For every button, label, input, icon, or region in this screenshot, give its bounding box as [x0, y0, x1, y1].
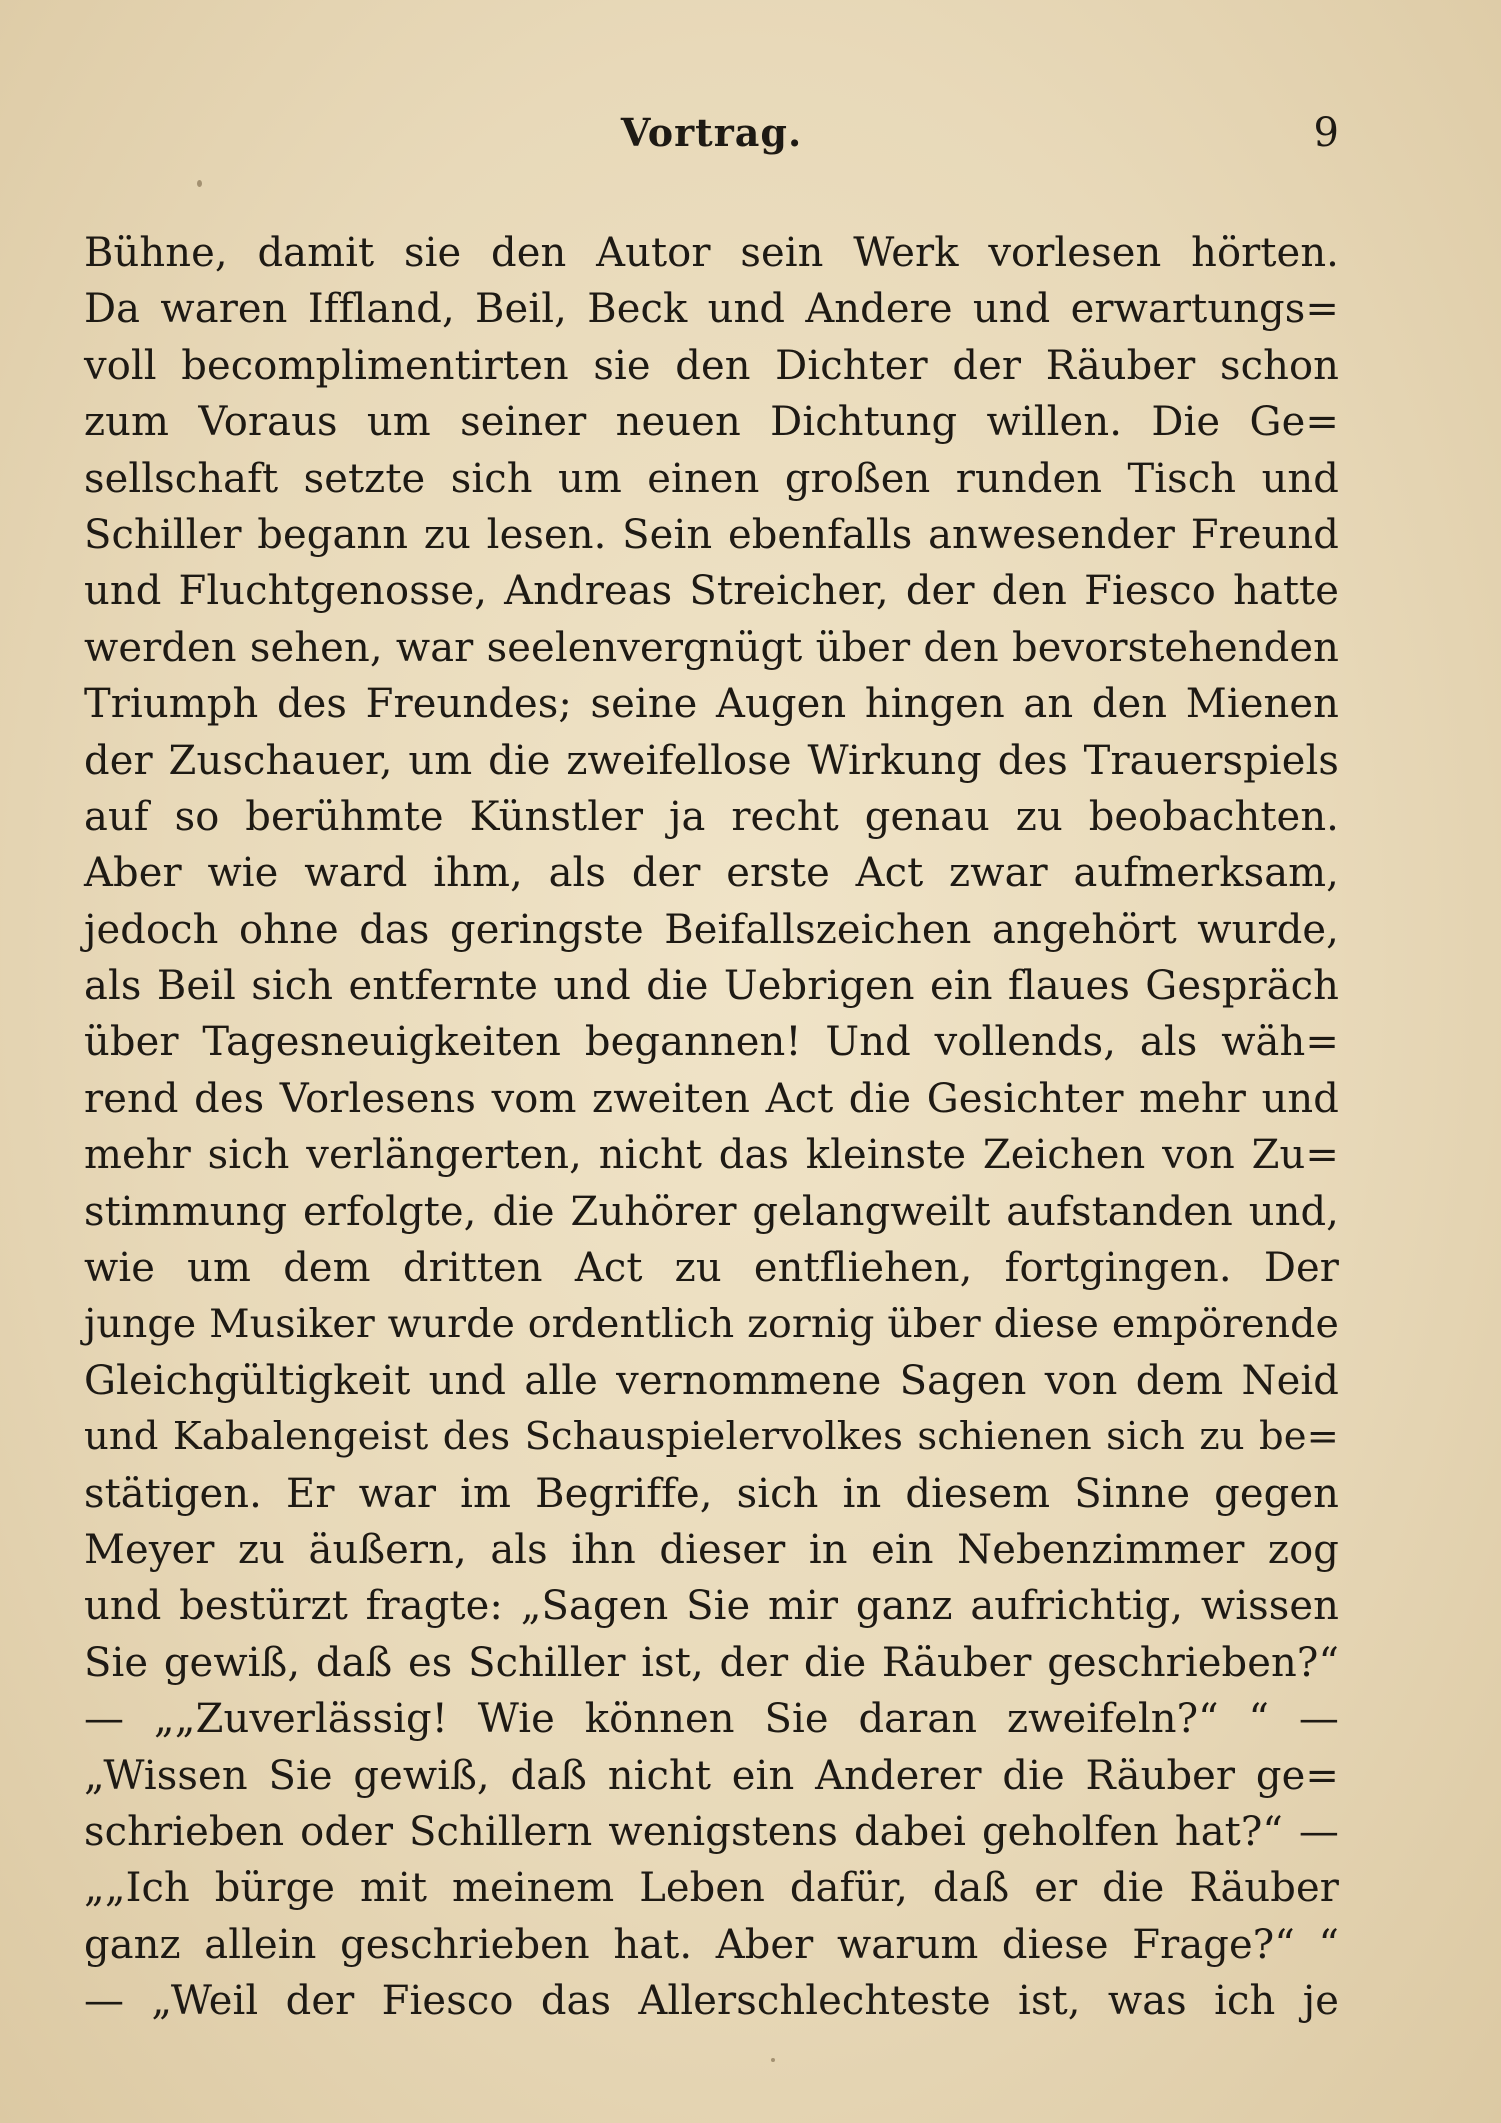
text-line: jedoch ohne das geringste Beifallszeichen angehört wurde,	[84, 906, 1339, 953]
text-line: rend des Vorlesens vom zweiten Act die Gesichter mehr und	[84, 1075, 1339, 1122]
text-line: Meyer zu äußern, als ihn dieser in ein Nebenzimmer zog	[84, 1526, 1339, 1573]
text-line: Sie gewiß, daß es Schiller ist, der die Räuber geschrieben?“	[84, 1639, 1339, 1686]
text-line: „„Ich bürge mit meinem Leben dafür, daß er die Räuber	[84, 1865, 1339, 1912]
text-line: und Kabalengeist des Schauspielervolkes schienen sich zu be=	[84, 1414, 1339, 1460]
text-line: als Beil sich entfernte und die Uebrigen ein flaues Gespräch	[84, 963, 1339, 1010]
text-line: auf so berühmte Künstler ja recht genau zu beobachten.	[84, 793, 1339, 840]
paper-speck	[771, 2058, 775, 2062]
text-line: zum Voraus um seiner neuen Dichtung willen. Die Ge=	[84, 399, 1339, 446]
text-line: stätigen. Er war im Begriffe, sich in diesem Sinne gegen	[84, 1470, 1339, 1517]
text-line: wie um dem dritten Act zu entfliehen, fortgingen. Der	[84, 1245, 1339, 1292]
text-line: werden sehen, war seelenvergnügt über den bevorstehenden	[84, 624, 1339, 671]
text-line: Schiller begann zu lesen. Sein ebenfalls anwesender Freund	[84, 511, 1339, 558]
body-text	[84, 225, 1339, 2030]
text-line: sellschaft setzte sich um einen großen runden Tisch und	[84, 455, 1339, 502]
text-line: und Fluchtgenosse, Andreas Streicher, der den Fiesco hatte	[84, 568, 1339, 615]
text-line: mehr sich verlängerten, nicht das kleinste Zeichen von Zu=	[84, 1132, 1339, 1179]
text-line: über Tagesneuigkeiten begannen! Und vollends, als wäh=	[84, 1019, 1339, 1066]
text-line: Triumph des Freundes; seine Augen hingen an den Mienen	[84, 681, 1339, 728]
text-line: der Zuschauer, um die zweifellose Wirkung des Trauerspiels	[84, 737, 1339, 784]
text-line: ganz allein geschrieben hat. Aber warum diese Frage?“ “	[84, 1921, 1339, 1968]
text-line: Da waren Iffland, Beil, Beck und Andere und erwartungs=	[84, 286, 1339, 333]
text-line: voll becomplimentirten sie den Dichter der Räuber schon	[84, 342, 1339, 389]
text-line: — „Weil der Fiesco das Allerschlechteste ist, was ich je	[84, 1978, 1339, 2025]
paper-speck	[197, 180, 202, 187]
text-line: „Wissen Sie gewiß, daß nicht ein Anderer die Räuber ge=	[84, 1752, 1339, 1799]
text-line: und bestürzt fragte: „Sagen Sie mir ganz aufrichtig, wissen	[84, 1583, 1339, 1630]
running-head	[84, 110, 1339, 170]
text-line: stimmung erfolgte, die Zuhörer gelangweilt aufstanden und,	[84, 1188, 1339, 1235]
running-title: Vortrag.	[620, 110, 803, 155]
text-line: schrieben oder Schillern wenigstens dabei geholfen hat?“ —	[84, 1808, 1339, 1855]
page-number: 9	[1313, 110, 1339, 156]
text-line: Bühne, damit sie den Autor sein Werk vorlesen hörten.	[84, 230, 1339, 276]
text-line: Aber wie ward ihm, als der erste Act zwar aufmerksam,	[84, 850, 1339, 897]
text-line: — „„Zuverlässig! Wie können Sie daran zweifeln?“ “ —	[84, 1696, 1339, 1743]
text-line: junge Musiker wurde ordentlich zornig über diese empörende	[84, 1301, 1339, 1348]
text-line: Gleichgültigkeit und alle vernommene Sagen von dem Neid	[84, 1357, 1339, 1404]
